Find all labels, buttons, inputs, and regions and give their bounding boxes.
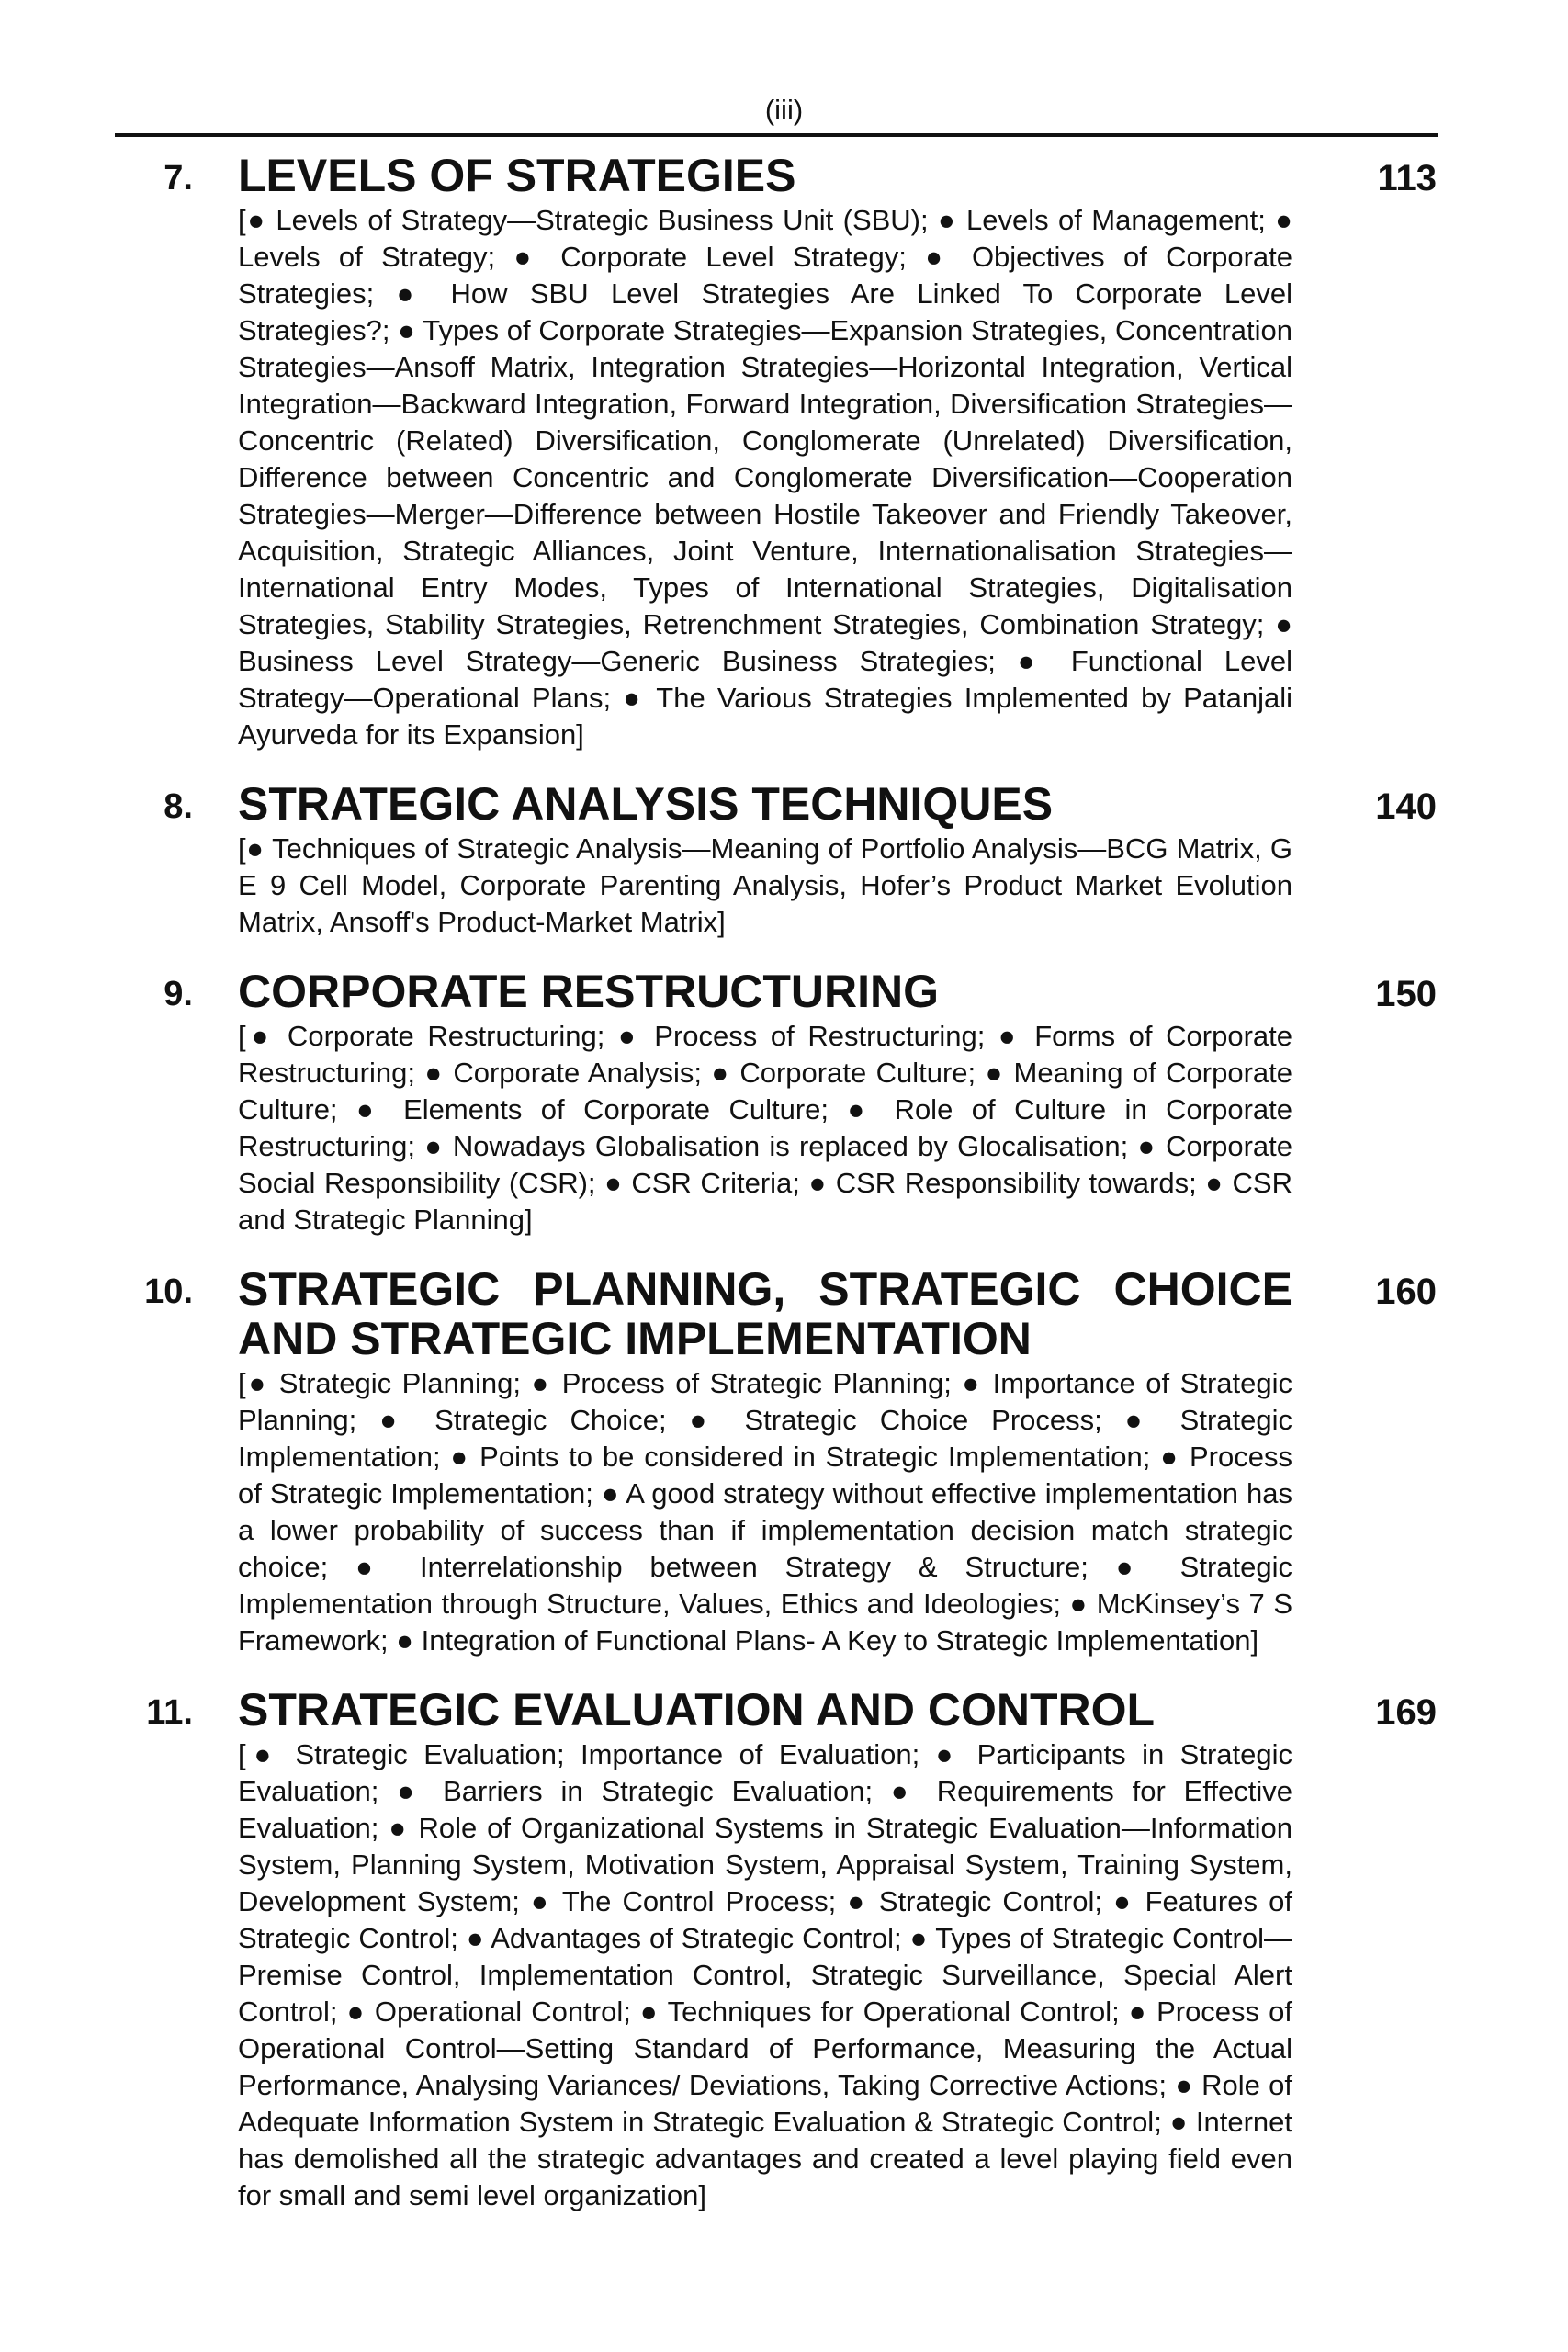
chapter-page: 160 <box>1375 1272 1437 1312</box>
chapter-page: 140 <box>1375 786 1437 827</box>
chapter-title: LEVELS OF STRATEGIES <box>238 150 796 201</box>
toc-entry-8 <box>0 779 1568 941</box>
chapter-contents: [● Techniques of Strategic Analysis—Meaning of Portfolio Analysis—BCG Matrix, G E 9 Cell Model, Corporate Parenting Analysis, Hofer’s Product Market Evolution Matrix, Ansoff's Product-Market Matrix] <box>238 832 1292 938</box>
chapter-contents: [● Corporate Restructuring; ● Process of Restructuring; ● Forms of Corporate Restructuring; ● Corporate Analysis; ● Corporate Culture; ● Meaning of Corporate Culture; ● Elements of Corporate Culture; ● Role of Culture in Corporate Restructuring; ● Nowadays Globalisation is replaced by Glocalisation; ● Corporate Social Responsibility (CSR); ● CSR Criteria; ● CSR Responsibility towards; ● CSR and Strategic Planning] <box>238 1020 1292 1236</box>
chapter-number: 11. <box>146 1693 193 1732</box>
chapter-title: CORPORATE RESTRUCTURING <box>238 966 939 1017</box>
chapter-page: 113 <box>1377 158 1437 198</box>
chapter-title: STRATEGIC ANALYSIS TECHNIQUES <box>238 778 1054 830</box>
page-number: (iii) <box>764 94 804 126</box>
toc-entry-11 <box>0 1685 1568 2214</box>
chapter-number: 9. <box>164 975 193 1013</box>
chapter-page: 150 <box>1375 974 1437 1014</box>
chapter-page: 169 <box>1375 1692 1437 1733</box>
toc-entry-7 <box>0 151 1568 753</box>
chapter-contents: [● Strategic Planning; ● Process of Strategic Planning; ● Importance of Strategic Planning; ● Strategic Choice; ● Strategic Choice Process; ● Strategic Implementation; ● Points to be considered in Strategic Implementation; ● Process of Strategic Implementation; ● A good strategy without effective implementation has a lower probability of success than if implementation decision match strategic choice; ● Interrelationship between Strategy & Structure; ● Strategic Implementation through Structure, Values, Ethics and Ideologies; ● McKinsey’s 7 S Framework; ● Integration of Functional Plans- A Key to Strategic Implementation] <box>238 1367 1292 1657</box>
chapter-title: STRATEGIC EVALUATION AND CONTROL <box>238 1684 1156 1736</box>
toc-entries <box>0 151 1568 2240</box>
header-rule <box>115 133 1438 137</box>
chapter-contents: [● Strategic Evaluation; Importance of Evaluation; ● Participants in Strategic Evaluation; ● Barriers in Strategic Evaluation; ● Requirements for Effective Evaluation; ● Role of Organizational Systems in Strategic Evaluation—Information System, Planning System, Motivation System, Appraisal System, Training System, Development System; ● The Control Process; ● Strategic Control; ● Features of Strategic Control; ● Advantages of Strategic Control; ● Types of Strategic Control—Premise Control, Implementation Control, Strategic Surveillance, Special Alert Control; ● Operational Control; ● Techniques for Operational Control; ● Process of Operational Control—Setting Standard of Performance, Measuring the Actual Performance, Analysing Variances/ Deviations, Taking Corrective Actions; ● Role of Adequate Information System in Strategic Evaluation & Strategic Control; ● Internet has demolished all the strategic advantages and created a level playing field even for small and semi level organization] <box>238 1738 1292 2211</box>
chapter-title: STRATEGIC PLANNING, STRATEGIC CHOICE AND STRATEGIC IMPLEMENTATION <box>238 1263 1292 1364</box>
chapter-number: 8. <box>164 787 193 826</box>
chapter-number: 10. <box>144 1272 193 1311</box>
toc-entry-10 <box>0 1264 1568 1659</box>
toc-entry-9 <box>0 967 1568 1238</box>
chapter-number: 7. <box>164 159 193 198</box>
chapter-contents: [● Levels of Strategy—Strategic Business Unit (SBU); ● Levels of Management; ● Levels of Strategy; ● Corporate Level Strategy; ● Objectives of Corporate Strategies; ● How SBU Level Strategies Are Linked To Corporate Level Strategies?; ● Types of Corporate Strategies—Expansion Strategies, Concentration Strategies—Ansoff Matrix, Integration Strategies—Horizontal Integration, Vertical Integration—Backward Integration, Forward Integration, Diversification Strategies—Concentric (Related) Diversification, Conglomerate (Unrelated) Diversification, Difference between Concentric and Conglomerate Diversification—Cooperation Strategies—Merger—Difference between Hostile Takeover and Friendly Takeover, Acquisition, Strategic Alliances, Joint Venture, Internationalisation Strategies—International Entry Modes, Types of International Strategies, Digitalisation Strategies, Stability Strategies, Retrenchment Strategies, Combination Strategy; ● Business Level Strategy—Generic Business Strategies; ● Functional Level Strategy—Operational Plans; ● The Various Strategies Implemented by Patanjali Ayurveda for its Expansion] <box>238 204 1292 751</box>
